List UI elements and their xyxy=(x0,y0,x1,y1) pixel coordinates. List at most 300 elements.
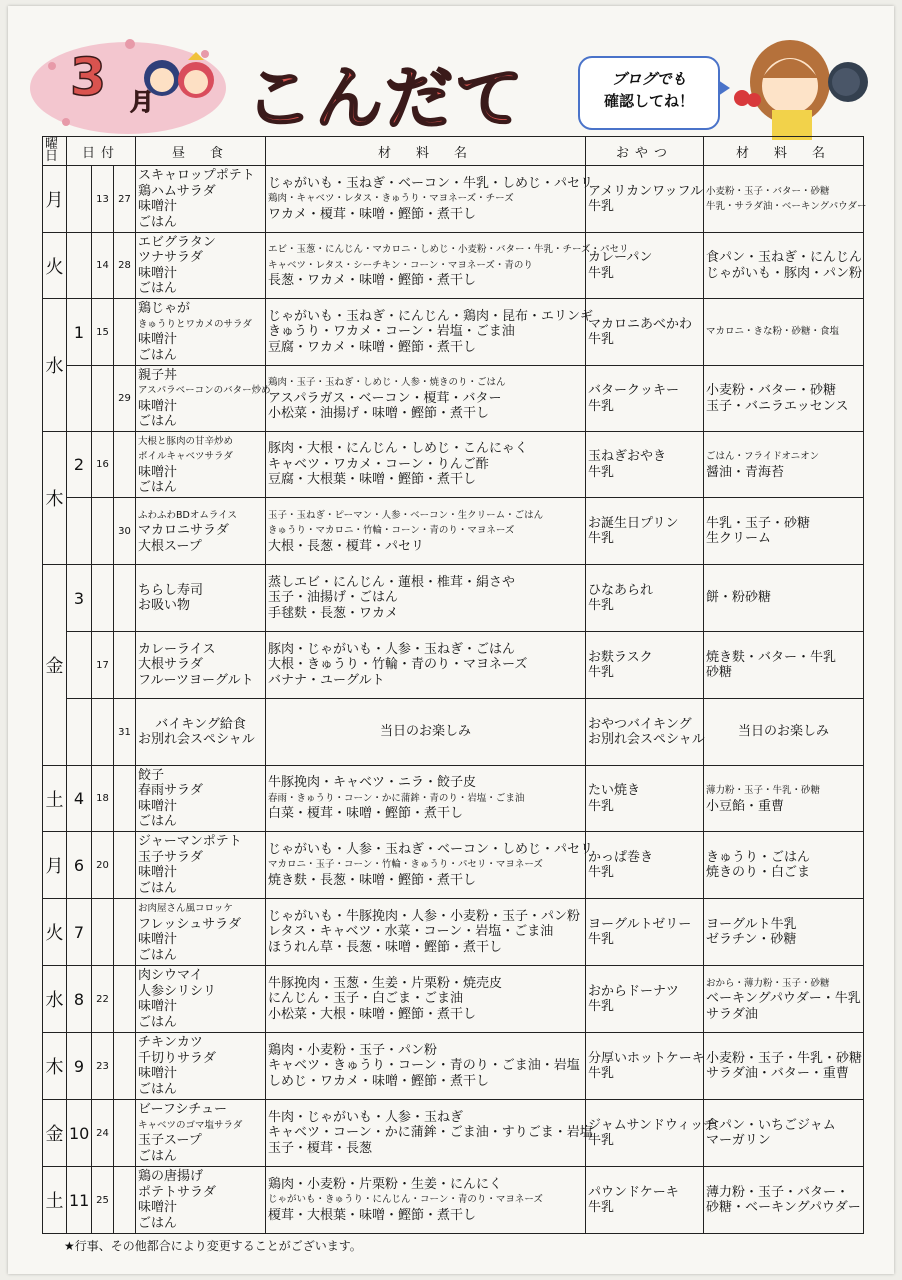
lunch-cell-line: 味噌汁 xyxy=(138,464,178,480)
ingredients-cell-line: 豚肉・大根・にんじん・しめじ・こんにゃく xyxy=(268,441,528,457)
snack-ingredients-cell-line: 焼き麩・バター・牛乳 xyxy=(706,649,837,665)
snack-ingredients-cell xyxy=(704,1100,864,1167)
weekday-cell: 火 xyxy=(43,899,67,966)
lunch-cell-line: フルーツヨーグルト xyxy=(138,672,254,688)
snack-cell-line: 牛乳 xyxy=(588,464,615,480)
header xyxy=(0,0,902,140)
snack-ingredients-cell-line: ベーキングパウダー・牛乳 xyxy=(706,991,861,1007)
date-cell: 10 xyxy=(67,1100,92,1167)
snack-ingredients-cell xyxy=(704,699,864,766)
date-cell-alt xyxy=(114,1167,136,1234)
ingredients-cell-line: キャベツ・きゅうり・コーン・青のり・ごま油・岩塩 xyxy=(268,1058,580,1074)
month-suffix: 月 xyxy=(130,88,154,116)
snack-cell-line: 牛乳 xyxy=(588,1200,615,1215)
lunch-cell-line: 大根サラダ xyxy=(138,657,203,673)
lunch-cell xyxy=(136,166,266,233)
col-weekday: 曜日 xyxy=(43,137,67,166)
snack-cell-line: 分厚いホットケーキ xyxy=(588,1050,705,1066)
ingredients-cell xyxy=(266,966,586,1033)
snack-ingredients-cell xyxy=(704,632,864,699)
ingredients-cell-line: 当日のお楽しみ xyxy=(380,724,472,740)
ingredients-cell-line: エビ・玉葱・にんじん・マカロニ・しめじ・小麦粉・バター・牛乳・チーズ・パセリ xyxy=(268,244,629,256)
snack-cell xyxy=(586,699,704,766)
snack-cell-line: 牛乳 xyxy=(588,865,615,880)
snack-ingredients-cell xyxy=(704,966,864,1033)
lunch-cell xyxy=(136,899,266,966)
weekday-cell: 金 xyxy=(43,565,67,766)
ingredients-cell-line: キャベツ・コーン・かに蒲鉾・ごま油・すりごま・岩塩 xyxy=(268,1125,593,1141)
date-cell-alt: 27 xyxy=(114,166,136,233)
snack-ingredients-cell-line: ごはん・フライドオニオン xyxy=(706,451,820,462)
ingredients-cell xyxy=(266,1033,586,1100)
snack-cell xyxy=(586,432,704,498)
ingredients-cell-line: レタス・キャベツ・水菜・コーン・岩塩・ごま油 xyxy=(268,924,554,940)
snack-ingredients-cell-line: 小麦粉・玉子・バター・砂糖 xyxy=(706,185,830,197)
lunch-cell-line: バイキング給食 xyxy=(155,716,246,732)
ingredients-cell-line: 蒸しエビ・にんじん・蓮根・椎茸・絹さや xyxy=(268,574,516,590)
date-cell-alt: 29 xyxy=(114,366,136,432)
ingredients-cell-line: 鶏肉・小麦粉・玉子・パン粉 xyxy=(268,1042,438,1058)
ingredients-cell-line: 玉子・榎茸・長葱 xyxy=(268,1140,373,1156)
date-cell-alt xyxy=(92,699,114,766)
ingredients-cell-line: アスパラガス・ベーコン・榎茸・バター xyxy=(268,390,502,406)
snack-cell-line: パウンドケーキ xyxy=(588,1184,679,1200)
lunch-cell-line: 鶏ハムサラダ xyxy=(138,183,216,199)
date-cell xyxy=(67,699,92,766)
table-row xyxy=(43,565,864,632)
date-cell xyxy=(67,632,92,699)
weekday-cell: 月 xyxy=(43,832,67,899)
snack-cell-line: お麩ラスク xyxy=(588,649,653,665)
weekday-cell: 月 xyxy=(43,166,67,233)
ingredients-cell-line: 牛豚挽肉・キャベツ・ニラ・餃子皮 xyxy=(268,775,477,791)
snack-cell xyxy=(586,1167,704,1234)
lunch-cell-line: エビグラタン xyxy=(138,234,216,250)
snack-cell-line: 玉ねぎおやき xyxy=(588,449,667,464)
table-row xyxy=(43,699,864,766)
ingredients-cell-line: ワカメ・榎茸・味噌・鰹節・煮干し xyxy=(268,206,477,222)
snack-cell-line: マカロニあべかわ xyxy=(588,316,693,332)
lunch-cell-line: チキンカツ xyxy=(138,1035,203,1050)
date-cell-alt xyxy=(92,565,114,632)
lunch-cell-line: ふわふわBDオムライス xyxy=(138,509,237,521)
lunch-cell-line: 春雨サラダ xyxy=(138,783,203,798)
lunch-cell-line: お肉屋さん風コロッケ xyxy=(138,903,233,914)
snack-ingredients-cell-line: 玉子・バニラエッセンス xyxy=(706,398,849,414)
lunch-cell-line: 味噌汁 xyxy=(138,265,178,281)
lunch-cell xyxy=(136,1100,266,1167)
snack-ingredients-cell-line: 小麦粉・玉子・牛乳・砂糖 xyxy=(706,1050,863,1066)
lunch-cell-line: 千切りサラダ xyxy=(138,1050,216,1066)
table-row xyxy=(43,233,864,299)
lunch-cell-line: 玉子スープ xyxy=(138,1133,202,1148)
col-date: 日付 xyxy=(67,137,136,166)
lunch-cell-line: 大根と豚肉の甘辛炒め xyxy=(138,435,234,447)
lunch-cell-line: ごはん xyxy=(138,947,178,963)
snack-cell xyxy=(586,899,704,966)
ingredients-cell xyxy=(266,366,586,432)
snack-cell xyxy=(586,366,704,432)
snack-ingredients-cell xyxy=(704,899,864,966)
ingredients-cell xyxy=(266,1167,586,1234)
date-cell-alt: 30 xyxy=(114,498,136,565)
snack-cell-line: 牛乳 xyxy=(588,398,615,414)
lunch-cell xyxy=(136,699,266,766)
ingredients-cell-line: じゃがいも・きゅうり・にんじん・コーン・青のり・マヨネーズ xyxy=(268,1194,543,1206)
ingredients-cell-line: 玉子・油揚げ・ごはん xyxy=(268,590,399,606)
snack-cell-line: おやつバイキング xyxy=(588,716,692,732)
page-title: こんだて xyxy=(245,60,526,139)
snack-cell-line: ヨーグルトゼリー xyxy=(588,916,692,932)
snack-ingredients-cell-line: ゼラチン・砂糖 xyxy=(706,932,797,947)
ingredients-cell-line: ほうれん草・長葱・味噌・鰹節・煮干し xyxy=(268,939,503,955)
ingredients-cell xyxy=(266,498,586,565)
weekday-cell: 木 xyxy=(43,1033,67,1100)
snack-ingredients-cell xyxy=(704,498,864,565)
weekday-cell: 水 xyxy=(43,966,67,1033)
bubble-line-1: ブログでも xyxy=(611,70,687,88)
snack-ingredients-cell-line: 焼きのり・白ごま xyxy=(706,865,811,880)
date-cell-alt xyxy=(114,565,136,632)
ingredients-cell-line: 榎茸・大根葉・味噌・鰹節・煮干し xyxy=(268,1207,477,1223)
ingredients-cell-line: 鶏肉・玉子・玉ねぎ・しめじ・人参・焼きのり・ごはん xyxy=(268,377,506,389)
table-row xyxy=(43,899,864,966)
date-cell-alt: 18 xyxy=(92,766,114,832)
date-cell-alt xyxy=(92,899,114,966)
weekday-cell: 金 xyxy=(43,1100,67,1167)
lunch-cell-line: ポテトサラダ xyxy=(138,1184,216,1200)
lunch-cell-line: 味噌汁 xyxy=(138,932,178,947)
snack-ingredients-cell-line: サラダ油 xyxy=(706,1006,758,1022)
snack-cell-line: 牛乳 xyxy=(588,199,615,214)
table-row xyxy=(43,766,864,832)
table-row xyxy=(43,166,864,233)
date-cell-alt xyxy=(114,299,136,366)
lunch-cell-line: 鶏の唐揚げ xyxy=(138,1169,204,1184)
table-row xyxy=(43,1167,864,1234)
snack-ingredients-cell-line: マカロニ・きな粉・砂糖・食塩 xyxy=(706,326,840,338)
snack-cell xyxy=(586,299,704,366)
lunch-cell-line: 味噌汁 xyxy=(138,865,178,880)
snack-cell-line: アメリカンワッフル xyxy=(588,183,703,199)
snack-cell xyxy=(586,632,704,699)
ingredients-cell-line: 鶏肉・小麦粉・片栗粉・生姜・にんにく xyxy=(268,1176,503,1192)
ingredients-cell-line: バナナ・ユーグルト xyxy=(268,672,385,688)
footer-note: ★行事、その他都合により変更することがございます。 xyxy=(64,1239,362,1253)
date-cell: 6 xyxy=(67,832,92,899)
ingredients-cell-line: 春雨・きゅうり・コーン・かに蒲鉾・青のり・岩塩・ごま油 xyxy=(268,792,525,804)
lunch-cell xyxy=(136,432,266,498)
weekday-cell: 土 xyxy=(43,1167,67,1234)
weekday-cell: 土 xyxy=(43,766,67,832)
lunch-cell-line: 人参シリシリ xyxy=(138,983,217,999)
menu-body xyxy=(43,166,867,1234)
ingredients-cell-line: 豆腐・ワカメ・味噌・鰹節・煮干し xyxy=(268,339,477,355)
lunch-cell-line: 玉子サラダ xyxy=(138,849,203,865)
ingredients-cell-line: 豚肉・じゃがいも・人参・玉ねぎ・ごはん xyxy=(268,641,516,657)
ingredients-cell-line: じゃがいも・玉ねぎ・にんじん・鶏肉・昆布・エリンギ xyxy=(268,308,594,324)
ingredients-cell xyxy=(266,832,594,899)
date-cell-alt: 17 xyxy=(92,632,114,699)
snack-ingredients-cell-line: マーガリン xyxy=(706,1133,771,1148)
snack-ingredients-cell-line: じゃがいも・豚肉・パン粉 xyxy=(706,265,863,281)
date-cell-alt xyxy=(92,366,114,432)
snack-cell-line: たい焼き xyxy=(588,783,641,798)
snack-ingredients-cell xyxy=(704,166,867,233)
lunch-cell xyxy=(136,233,266,299)
lunch-cell-line: フレッシュサラダ xyxy=(138,916,241,932)
ingredients-cell xyxy=(266,565,586,632)
date-cell: 2 xyxy=(67,432,92,498)
snack-cell-line: バタークッキー xyxy=(588,383,680,398)
snack-cell xyxy=(586,766,704,832)
table-header-row xyxy=(43,137,864,166)
lunch-cell xyxy=(136,498,266,565)
date-cell xyxy=(67,366,92,432)
lunch-cell-line: 味噌汁 xyxy=(138,398,178,414)
table-row xyxy=(43,299,864,366)
lunch-cell-line: ごはん xyxy=(138,1215,178,1231)
lunch-cell-line: 大根スープ xyxy=(138,538,202,554)
snack-cell-line: おからドーナツ xyxy=(588,983,679,999)
date-cell: 8 xyxy=(67,966,92,1033)
ingredients-cell-line: きゅうり・ワカメ・コーン・岩塩・ごま油 xyxy=(268,324,515,340)
snack-ingredients-cell-line: サラダ油・バター・重曹 xyxy=(706,1066,849,1081)
lunch-cell-line: ごはん xyxy=(138,281,178,296)
ingredients-cell-line: 鶏肉・キャベツ・レタス・きゅうり・マヨネーズ・チーズ xyxy=(268,193,514,205)
lunch-cell xyxy=(136,366,271,432)
date-cell-alt: 13 xyxy=(92,166,114,233)
snack-cell-line: 牛乳 xyxy=(588,1133,615,1148)
lunch-cell xyxy=(136,966,266,1033)
snack-cell-line: お別れ会スペシャル xyxy=(588,732,705,747)
lunch-cell-line: ジャーマンポテト xyxy=(138,834,242,849)
lunch-cell-line: 味噌汁 xyxy=(138,798,178,814)
snack-ingredients-cell-line: ヨーグルト牛乳 xyxy=(706,916,797,932)
weekday-cell: 木 xyxy=(43,432,67,565)
lunch-cell-line: ごはん xyxy=(138,214,178,230)
lunch-cell-line: 味噌汁 xyxy=(138,1200,178,1215)
snack-ingredients-cell xyxy=(704,1167,864,1234)
weekday-cell: 火 xyxy=(43,233,67,299)
date-cell: 7 xyxy=(67,899,92,966)
lunch-cell-line: マカロニサラダ xyxy=(138,523,229,539)
ingredients-cell-line: マカロニ・玉子・コーン・竹輪・きゅうり・パセリ・マヨネーズ xyxy=(268,859,543,871)
snack-cell-line: ひなあられ xyxy=(588,582,654,598)
snack-ingredients-cell-line: 食パン・いちごジャム xyxy=(706,1117,836,1133)
ingredients-cell xyxy=(266,699,586,766)
snack-cell-line: かっぱ巻き xyxy=(588,849,654,865)
snack-cell xyxy=(586,565,704,632)
snack-ingredients-cell-line: 小麦粉・バター・砂糖 xyxy=(706,383,837,398)
date-cell: 11 xyxy=(67,1167,92,1234)
lunch-cell-line: 鶏じゃが xyxy=(138,301,191,316)
date-cell-alt xyxy=(114,1033,136,1100)
lunch-cell xyxy=(136,766,266,832)
snack-ingredients-cell-line: おから・薄力粉・玉子・砂糖 xyxy=(706,977,830,989)
lunch-cell-line: ボイルキャベツサラダ xyxy=(138,451,233,462)
col-lunch: 昼 食 xyxy=(136,137,266,166)
lunch-cell-line: ごはん xyxy=(138,414,178,429)
ingredients-cell-line: 白菜・榎茸・味噌・鰹節・煮干し xyxy=(268,806,464,822)
ingredients-cell xyxy=(266,632,586,699)
lunch-cell xyxy=(136,1167,266,1234)
snack-ingredients-cell-line: 生クリーム xyxy=(706,531,772,546)
col-ingredients: 材 料 名 xyxy=(266,137,586,166)
snack-ingredients-cell xyxy=(704,832,864,899)
lunch-cell-line: ツナサラダ xyxy=(138,250,203,265)
lunch-cell-line: 味噌汁 xyxy=(138,1066,178,1081)
snack-ingredients-cell-line: 小豆餡・重曹 xyxy=(706,798,785,814)
date-cell-alt: 15 xyxy=(92,299,114,366)
lunch-cell-line: ごはん xyxy=(138,480,178,495)
snack-ingredients-cell-line: 餅・粉砂糖 xyxy=(706,590,772,606)
ingredients-cell-line: キャベツ・レタス・シーチキン・コーン・マヨネーズ・青のり xyxy=(268,259,533,271)
date-cell: 3 xyxy=(67,565,92,632)
ingredients-cell-line: 長葱・ワカメ・味噌・鰹節・煮干し xyxy=(268,273,477,289)
snack-ingredients-cell xyxy=(704,432,864,498)
snack-cell-line: カレーパン xyxy=(588,250,653,265)
lunch-cell xyxy=(136,299,266,366)
lunch-cell-line: ごはん xyxy=(138,347,178,363)
snack-ingredients-cell xyxy=(704,1033,864,1100)
table-row xyxy=(43,366,864,432)
snack-ingredients-cell xyxy=(704,766,864,832)
lunch-cell-line: ごはん xyxy=(138,814,178,829)
snack-ingredients-cell-line: 薄力粉・玉子・牛乳・砂糖 xyxy=(706,785,821,796)
menu-table xyxy=(42,136,867,1234)
snack-ingredients-cell-line: 牛乳・サラダ油・ベーキングパウダー xyxy=(706,201,867,212)
date-cell-alt: 25 xyxy=(92,1167,114,1234)
snack-cell-line: 牛乳 xyxy=(588,798,615,814)
lunch-cell-line: カレーライス xyxy=(138,641,216,657)
lunch-cell xyxy=(136,1033,266,1100)
snack-cell xyxy=(586,966,704,1033)
snack-ingredients-cell xyxy=(704,366,864,432)
snack-ingredients-cell-line: 当日のお楽しみ xyxy=(738,724,830,740)
snack-ingredients-cell-line: きゅうり・ごはん xyxy=(706,849,811,865)
lunch-cell-line: 餃子 xyxy=(138,767,165,783)
lunch-cell-line: 味噌汁 xyxy=(138,199,178,214)
snack-cell-line: 牛乳 xyxy=(588,999,615,1014)
lunch-cell-line: ごはん xyxy=(138,880,178,896)
date-cell-alt xyxy=(92,498,114,565)
col-snack: おやつ xyxy=(586,137,704,166)
ingredients-cell-line: 大根・きゅうり・竹輪・青のり・マヨネーズ xyxy=(268,657,528,673)
table-row xyxy=(43,832,864,899)
date-cell: 9 xyxy=(67,1033,92,1100)
date-cell-alt: 24 xyxy=(92,1100,114,1167)
snack-cell-line: 牛乳 xyxy=(588,332,615,347)
table-row xyxy=(43,1033,864,1100)
ingredients-cell xyxy=(266,166,594,233)
snack-ingredients-cell-line: 醤油・青海苔 xyxy=(706,464,785,480)
snack-ingredients-cell xyxy=(704,565,864,632)
ingredients-cell-line: しめじ・ワカメ・味噌・鰹節・煮干し xyxy=(268,1073,490,1089)
snack-cell-line: 牛乳 xyxy=(588,265,615,281)
snack-cell-line: 牛乳 xyxy=(588,1066,615,1081)
snack-ingredients-cell-line: 食パン・玉ねぎ・にんじん xyxy=(706,250,863,265)
snack-cell-line: お誕生日プリン xyxy=(588,515,679,531)
ingredients-cell-line: 小松菜・大根・味噌・鰹節・煮干し xyxy=(268,1006,477,1022)
snack-cell-line: 牛乳 xyxy=(588,531,615,546)
snack-cell xyxy=(586,1033,704,1100)
ingredients-cell-line: 手毬麩・長葱・ワカメ xyxy=(268,605,399,621)
snack-cell xyxy=(586,1100,717,1167)
ingredients-cell-line: 焼き麩・長葱・味噌・鰹節・煮干し xyxy=(268,872,477,888)
snack-ingredients-cell xyxy=(704,299,864,366)
lunch-cell-line: キャベツのゴマ塩サラダ xyxy=(138,1119,243,1131)
ingredients-cell-line: じゃがいも・人参・玉ねぎ・ベーコン・しめじ・パセリ xyxy=(268,841,594,857)
snack-ingredients-cell-line: 砂糖 xyxy=(706,665,733,680)
table-row xyxy=(43,432,864,498)
date-cell-alt xyxy=(114,1100,136,1167)
lunch-cell-line: きゅうりとワカメのサラダ xyxy=(138,318,252,330)
ingredients-cell-line: 小松菜・油揚げ・味噌・鰹節・煮干し xyxy=(268,406,490,422)
date-cell-alt xyxy=(114,432,136,498)
snack-cell xyxy=(586,166,704,233)
date-cell-alt xyxy=(114,899,136,966)
cook-girl-icon xyxy=(734,40,868,140)
ingredients-cell xyxy=(266,766,586,832)
snack-ingredients-cell xyxy=(704,233,864,299)
date-cell xyxy=(67,166,92,233)
snack-cell xyxy=(586,233,704,299)
lunch-cell-line: お吸い物 xyxy=(138,598,191,613)
table-row xyxy=(43,966,864,1033)
lunch-cell xyxy=(136,632,266,699)
date-cell-alt: 28 xyxy=(114,233,136,299)
date-cell-alt: 31 xyxy=(114,699,136,766)
lunch-cell-line: 肉シウマイ xyxy=(138,968,203,983)
date-cell-alt xyxy=(114,966,136,1033)
bubble-line-2: 確認してね！ xyxy=(603,92,694,110)
date-cell-alt: 22 xyxy=(92,966,114,1033)
lunch-cell-line: ごはん xyxy=(138,1081,178,1097)
snack-cell-line: 牛乳 xyxy=(588,932,615,947)
snack-cell xyxy=(586,498,704,565)
lunch-cell-line: ごはん xyxy=(138,1014,178,1030)
snack-cell xyxy=(586,832,704,899)
date-cell-alt xyxy=(114,632,136,699)
date-cell-alt: 14 xyxy=(92,233,114,299)
snack-cell-line: 牛乳 xyxy=(588,665,615,680)
lunch-cell-line: 味噌汁 xyxy=(138,332,178,347)
snack-ingredients-cell-line: 砂糖・ベーキングパウダー xyxy=(706,1200,861,1215)
lunch-cell-line: ちらし寿司 xyxy=(138,582,204,598)
snack-ingredients-cell-line: 牛乳・玉子・砂糖 xyxy=(706,515,811,531)
ingredients-cell-line: 大根・長葱・榎茸・パセリ xyxy=(268,538,425,554)
lunch-cell xyxy=(136,832,266,899)
date-cell-alt: 20 xyxy=(92,832,114,899)
lunch-cell-line: 味噌汁 xyxy=(138,999,178,1014)
ingredients-cell-line: 豆腐・大根葉・味噌・鰹節・煮干し xyxy=(268,472,477,488)
ingredients-cell xyxy=(266,432,586,498)
lunch-cell-line: ビーフシチュー xyxy=(138,1102,227,1117)
col-snack-ingredients: 材 料 名 xyxy=(704,137,864,166)
ingredients-cell-line: きゅうり・マカロニ・竹輪・コーン・青のり・マヨネーズ xyxy=(268,525,515,537)
weekday-cell: 水 xyxy=(43,299,67,432)
ingredients-cell-line: キャベツ・ワカメ・コーン・りんご酢 xyxy=(268,456,489,472)
ingredients-cell-line: 牛豚挽肉・玉葱・生姜・片栗粉・焼売皮 xyxy=(268,975,503,991)
table-row xyxy=(43,1100,864,1167)
lunch-cell-line: アスパラベーコンのバター炒め xyxy=(138,385,271,396)
lunch-cell-line: 親子丼 xyxy=(138,367,178,383)
date-cell: 1 xyxy=(67,299,92,366)
snack-cell-line: ジャムサンドウィッチ xyxy=(588,1117,717,1133)
ingredients-cell xyxy=(266,299,594,366)
ingredients-cell-line: じゃがいも・玉ねぎ・ベーコン・牛乳・しめじ・パセリ xyxy=(268,175,594,191)
